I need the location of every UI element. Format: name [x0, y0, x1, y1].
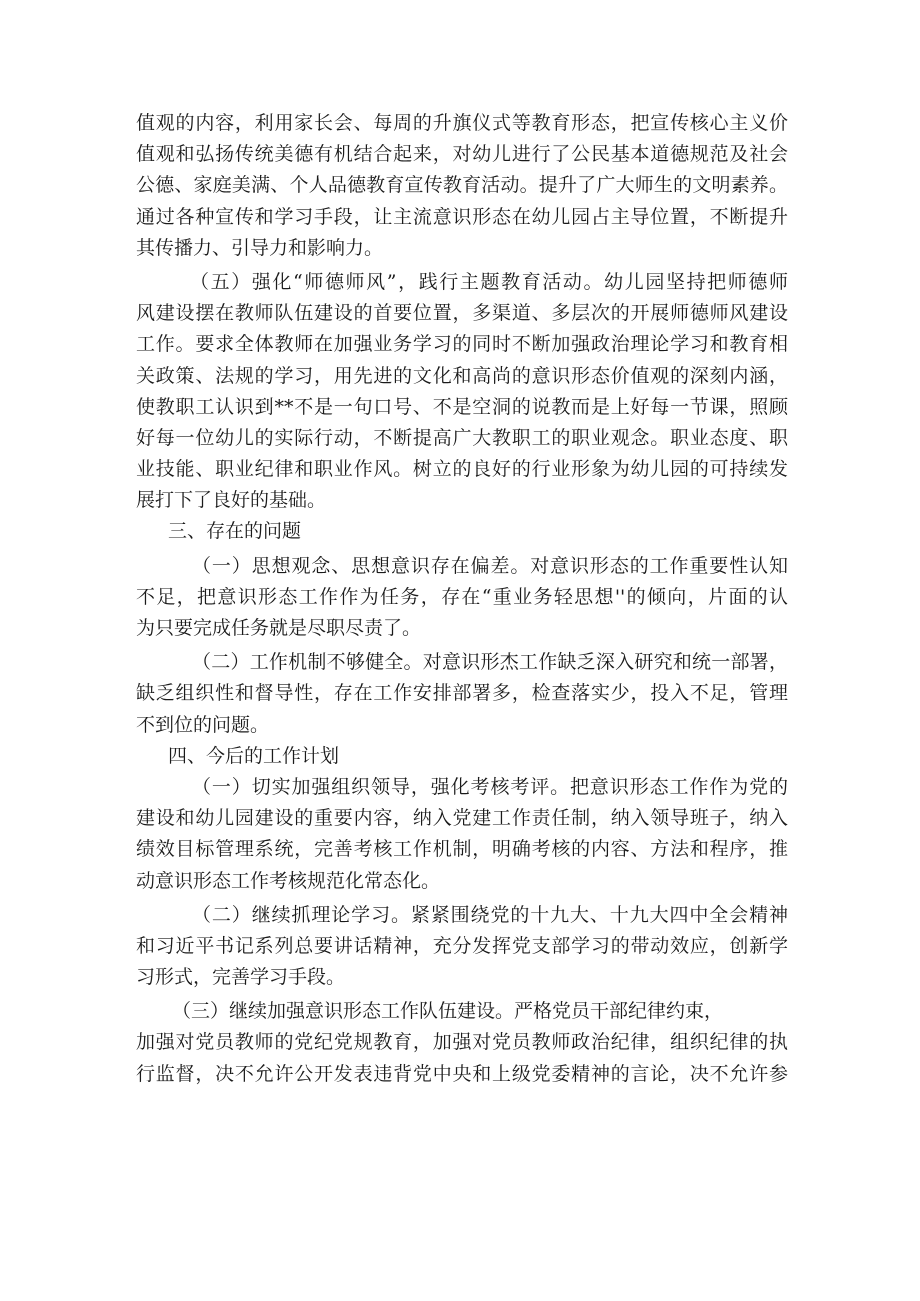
heading-text: 四、今后的工作计划: [168, 744, 340, 767]
section-heading-problems: [136, 516, 788, 547]
text-line: 建设和幼儿园建设的重要内容，纳入党建工作责任制，纳入领导班子，纳入: [136, 807, 788, 830]
text-line: 通过各种宣传和学习手段，让主流意识形态在幼儿园占主导位置，不断提升: [136, 205, 788, 228]
paragraph-problem-2: [136, 647, 788, 741]
text-line: 习形式，完善学习手段。: [136, 966, 346, 989]
text-line: 值观的内容，利用家长会、每周的升旗仪式等教育形态，把宣传核心主义价: [136, 112, 788, 134]
text-line: 加强对党员教师的党纪党规教育，加强对党员教师政治纪律，组织纪律的执: [136, 1031, 788, 1054]
paragraph-plan-1: [136, 772, 788, 897]
text-line: （三）继续加强意识形态工作队伍建设。严格党员干部纪律约束，: [172, 1000, 724, 1023]
heading-text: 三、存在的问题: [168, 520, 302, 543]
paragraph-plan-2: [136, 900, 788, 994]
text-line: 行监督，决不允许公开发表违背党中央和上级党委精神的言论，决不允许参: [136, 1062, 788, 1085]
text-line: （五）强化“师德师风”，践行主题教育活动。幼儿园坚持把师德师: [190, 270, 788, 293]
text-line: 动意识形态工作考核规范化常态化。: [136, 869, 441, 892]
text-line: 缺乏组织性和督导性，存在工作安排部署多，检查落实少，投入不足，管理: [136, 682, 788, 705]
text-line: 业技能、职业纪律和职业作风。树立的良好的行业形象为幼儿园的可持续发: [136, 458, 788, 481]
text-line: 和习近平书记系列总要讲话精神，充分发挥党支部学习的带动效应，创新学: [136, 934, 788, 957]
paragraph-item-5: [136, 267, 788, 517]
text-line: 不足，把意识形态工作作为任务，存在“重业务轻思想''的倾向，片面的认: [136, 585, 788, 608]
text-line: （二）工作机制不够健全。对意识形杰工作缺乏深入研究和统一部署，: [192, 651, 788, 674]
paragraph-plan-3: [136, 996, 788, 1090]
text-line: 不到位的问题。: [136, 713, 270, 736]
text-line: 其传播力、引导力和影响力。: [136, 236, 384, 259]
section-heading-plan: [136, 741, 788, 772]
paragraph-intro-continuation: [136, 108, 788, 264]
text-line: （一）切实加强组织领导，强化考核考评。把意识形态工作作为党的: [192, 775, 788, 798]
text-line: 使教职工认识到**不是一句口号、不是空洞的说教而是上好每一节课，照顾: [136, 395, 788, 418]
text-line: 值观和弘扬传统美德有机结合起来，对幼儿进行了公民基本道德规范及社会: [136, 143, 788, 166]
text-line: 关政策、法规的学习，用先进的文化和高尚的意识形态价值观的深刻内涵，: [136, 364, 788, 387]
text-line: 为只要完成任务就是尽职尽责了。: [136, 617, 422, 639]
text-line: （二）继续抓理论学习。紧紧围绕党的十九大、十九大四中全会精神: [192, 903, 788, 926]
text-line: 绩效目标管理系统，完善考核工作机制，明确考核的内容、方法和程序，推: [136, 838, 788, 861]
text-line: （一）思想观念、思想意识存在偏差。对意识形态的工作重要性认知: [192, 554, 788, 577]
paragraph-problem-1: [136, 551, 788, 645]
text-line: 工作。要求全体教师在加强业务学习的同时不断加强政治理论学习和教育相: [136, 333, 788, 356]
text-line: 展打下了良好的基础。: [136, 489, 327, 512]
document-body: [136, 108, 788, 1090]
text-line: 好每一位幼儿的实际行动，不断提高广大教职工的职业观念。职业态度、职: [136, 426, 788, 449]
text-line: 公德、家庭美满、个人品德教育宣传教育活动。提升了广大师生的文明素养。: [136, 174, 788, 197]
text-line: 风建设摆在教师队伍建设的首要位置，多渠道、多层次的开展师德师风建设: [136, 302, 788, 325]
